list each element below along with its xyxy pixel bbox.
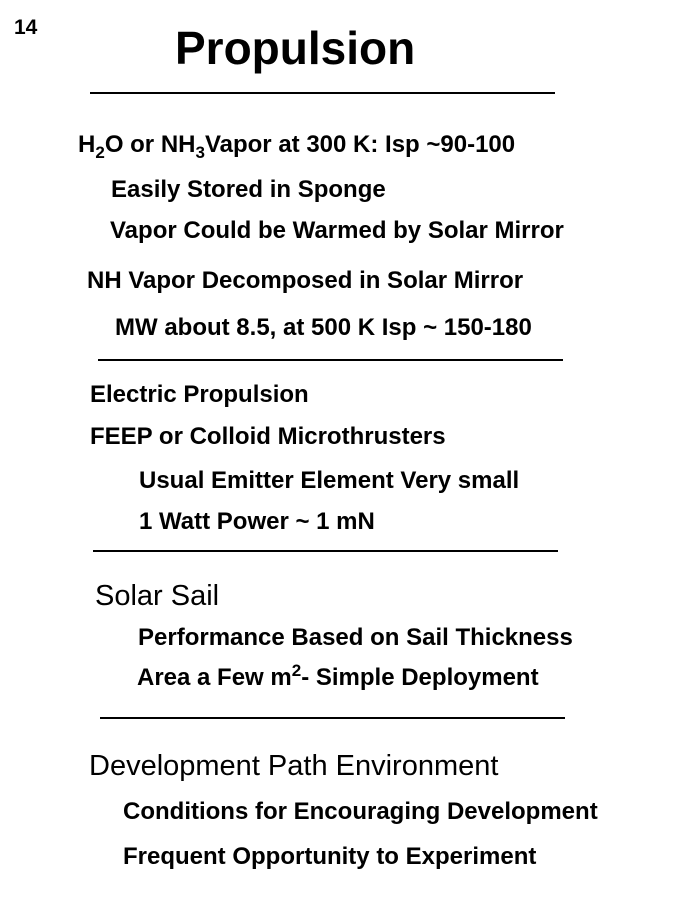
vapor-line-1-part-b: O or NH	[104, 131, 196, 158]
solar-sail-heading: Solar Sail	[95, 580, 220, 612]
vapor-line-5: MW about 8.5, at 500 K Isp ~ 150-180	[115, 314, 532, 341]
superscript-2: 2	[291, 661, 302, 680]
vapor-line-1-part-a: H	[78, 131, 96, 158]
vapor-line-3: Vapor Could be Warmed by Solar Mirror	[110, 217, 564, 244]
development-line-2: Frequent Opportunity to Experiment	[123, 843, 537, 870]
divider-3	[93, 550, 558, 552]
electric-heading: Electric Propulsion	[90, 381, 309, 408]
slide-number: 14	[14, 16, 38, 39]
divider-2	[98, 359, 563, 361]
vapor-line-4: NH Vapor Decomposed in Solar Mirror	[87, 267, 524, 294]
development-line-1: Conditions for Encouraging Development	[123, 798, 598, 825]
electric-line-2: Usual Emitter Element Very small	[139, 467, 520, 494]
vapor-line-1	[78, 131, 516, 162]
subscript-2: 2	[95, 143, 105, 162]
vapor-line-2: Easily Stored in Sponge	[111, 176, 386, 203]
electric-line-3: 1 Watt Power ~ 1 mN	[139, 508, 375, 535]
solar-sail-line-1: Performance Based on Sail Thickness	[138, 624, 573, 651]
electric-line-1: FEEP or Colloid Microthrusters	[90, 423, 446, 450]
solar-sail-line-2	[137, 661, 539, 691]
solar-sail-line-2-part-a: Area a Few m	[137, 664, 292, 691]
solar-sail-line-2-part-b: - Simple Deployment	[301, 664, 539, 691]
subscript-3: 3	[195, 143, 205, 162]
vapor-line-1-part-c: Vapor at 300 K: Isp ~90-100	[204, 131, 516, 158]
divider-4	[100, 717, 565, 719]
development-heading: Development Path Environment	[89, 750, 499, 782]
divider-1	[90, 92, 555, 94]
page-title: Propulsion	[175, 22, 416, 74]
